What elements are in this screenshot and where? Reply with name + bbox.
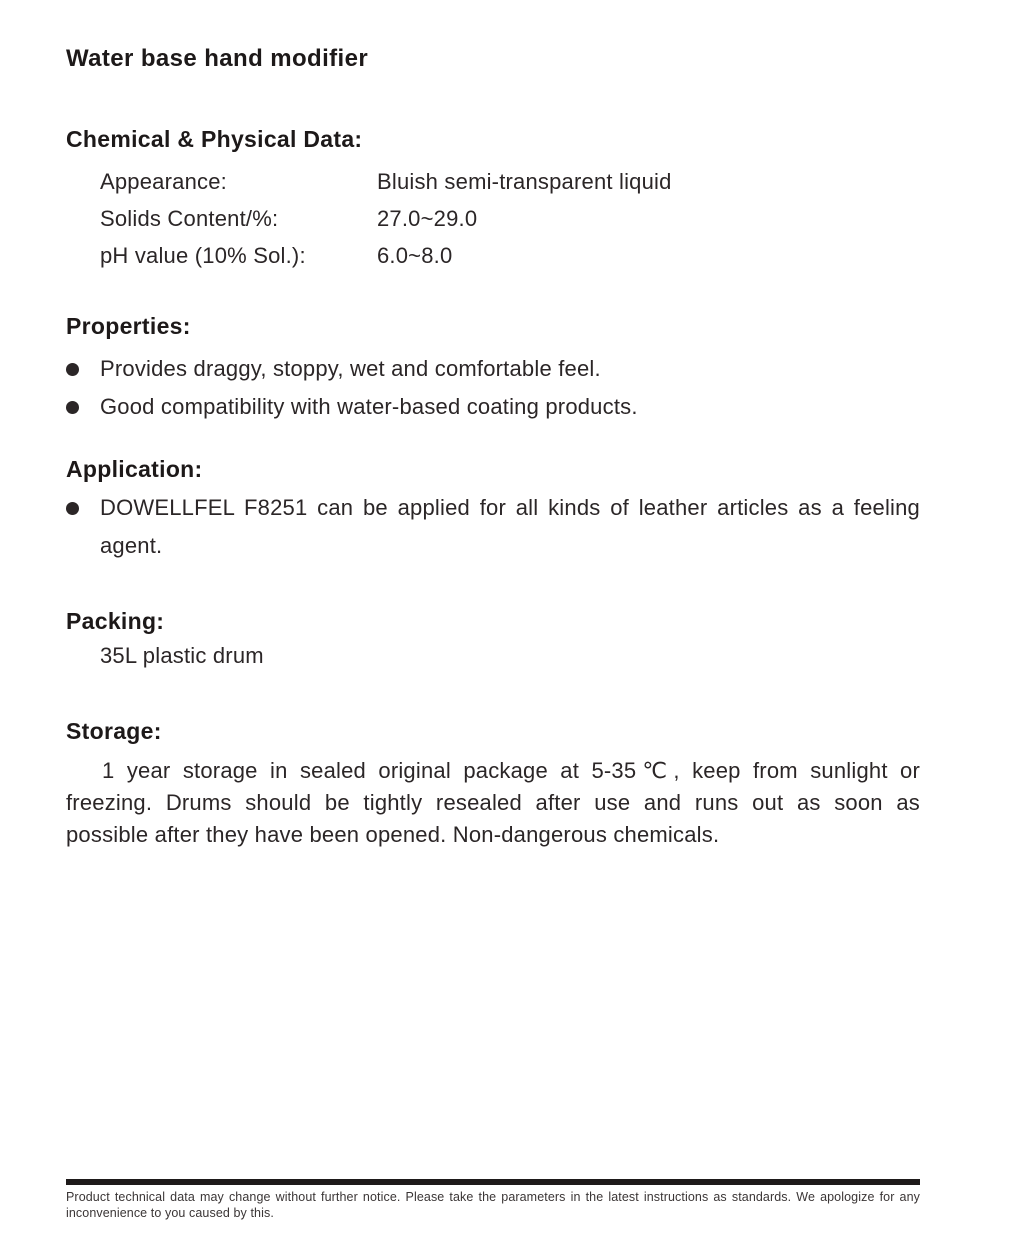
storage-paragraph [66,755,920,851]
properties-list [66,350,920,426]
bullet-icon [66,401,79,414]
row-value-ph-value: 6.0~8.0 [377,242,453,268]
row-value-solids-content: 27.0~29.0 [377,205,478,231]
section-heading-properties: Properties: [66,313,191,339]
storage-text-line1: 1 year storage in sealed original package at 5-35℃, keep from sunlight or [102,758,920,783]
storage-text-line2: freezing. Drums should be tightly resealed after use and runs out as soon as [66,790,920,815]
footer-disclaimer [66,1189,920,1221]
bullet-icon [66,502,79,515]
application-item-text-line1: DOWELLFEL F8251 can be applied for all kinds of leather articles as a feeling [100,495,920,520]
page-title: Water base hand modifier [66,45,369,72]
table-row [66,200,920,237]
footer-divider-rule [66,1179,920,1185]
packing-value: 35L plastic drum [100,643,264,668]
application-list [66,493,920,561]
row-label-solids-content: Solids Content/%: [100,205,279,231]
row-label-appearance: Appearance: [100,168,227,194]
storage-text-line3: possible after they have been opened. Non-dangerous chemicals. [66,822,720,847]
list-item [66,350,920,388]
row-label-ph-value: pH value (10% Sol.): [100,242,306,268]
footer-disclaimer-line1: Product technical data may change without further notice. Please take the parameters in the latest instructions as standards. We apologize for any [66,1190,920,1204]
section-heading-application: Application: [66,456,203,482]
table-row [66,163,920,200]
list-item [66,388,920,426]
section-heading-packing: Packing: [66,608,165,634]
footer-disclaimer-line2: inconvenience to you caused by this. [66,1206,274,1220]
row-value-appearance: Bluish semi-transparent liquid [377,168,672,194]
chemical-data-table [66,163,920,274]
property-item-text: Provides draggy, stoppy, wet and comfortable feel. [100,356,601,381]
table-row [66,237,920,274]
bullet-icon [66,363,79,376]
section-heading-storage: Storage: [66,718,162,744]
list-item [66,493,920,523]
section-heading-chemical-physical-data: Chemical & Physical Data: [66,126,363,152]
application-item-text-line2: agent. [100,533,163,558]
property-item-text: Good compatibility with water-based coating products. [100,394,638,419]
